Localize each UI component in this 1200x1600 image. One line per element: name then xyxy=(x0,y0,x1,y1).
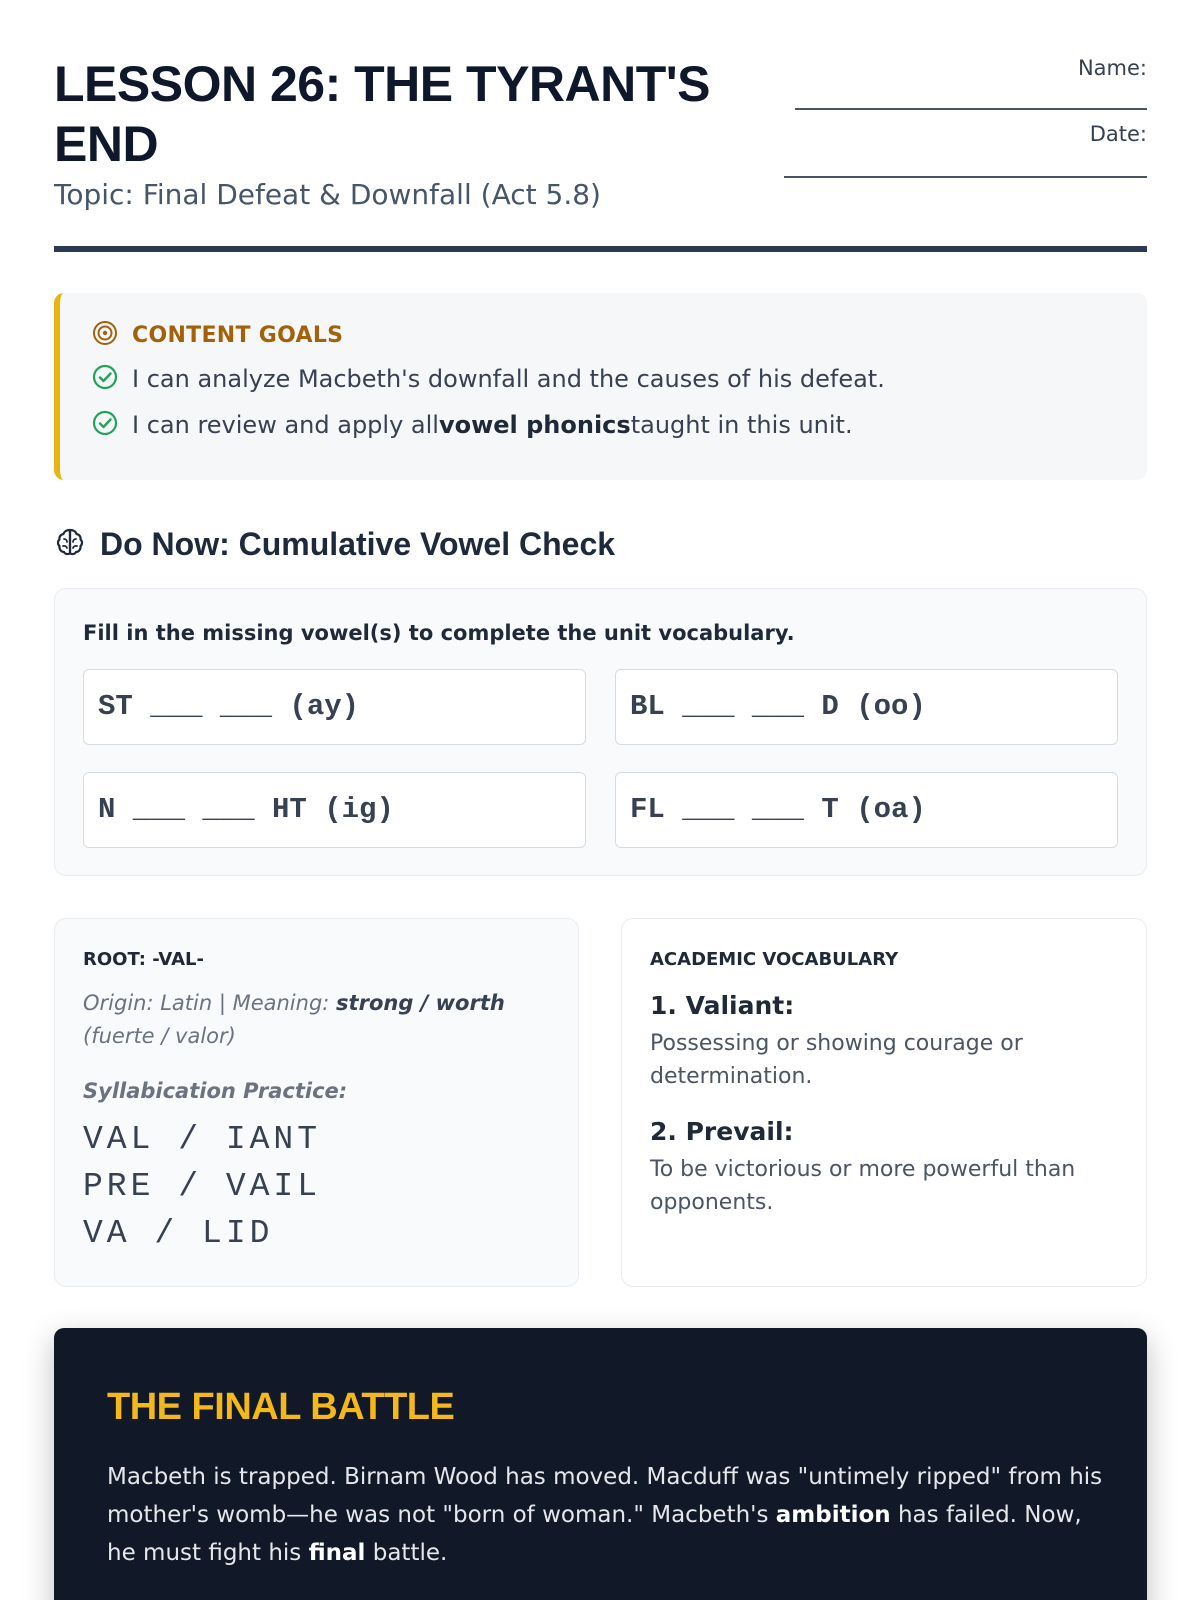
brain-icon xyxy=(54,526,86,562)
date-field[interactable] xyxy=(784,176,1147,178)
goal-text xyxy=(132,411,853,439)
battle-text-part: battle. xyxy=(365,1540,448,1566)
do-now-instruction: Fill in the missing vowel(s) to complete the unit vocabulary. xyxy=(83,621,795,645)
name-field[interactable] xyxy=(795,108,1147,110)
content-goals-header xyxy=(92,319,343,351)
root-origin xyxy=(83,987,543,1053)
vowel-item[interactable]: BL ___ ___ D (oo) xyxy=(615,669,1118,745)
final-battle-title: THE FINAL BATTLE xyxy=(107,1386,455,1428)
page-topic: Topic: Final Defeat & Downfall (Act 5.8) xyxy=(54,178,601,211)
vocab-term: 1. Valiant: xyxy=(650,991,795,1020)
battle-text-part: has failed. Now, he must fight his xyxy=(107,1502,1082,1566)
check-circle-icon xyxy=(92,410,118,440)
do-now-header xyxy=(54,524,615,564)
goal-item xyxy=(92,409,853,441)
syllabication-word: PRE / VAIL xyxy=(83,1168,322,1205)
goal-text-end: taught in this unit. xyxy=(630,411,853,439)
vowel-item[interactable]: ST ___ ___ (ay) xyxy=(83,669,586,745)
academic-vocabulary-card xyxy=(621,918,1147,1287)
syllabication-word: VAL / IANT xyxy=(83,1121,322,1158)
date-label: Date: xyxy=(1089,122,1147,146)
battle-text-part: Macbeth is trapped. Birnam Wood has moved. Macduff was "untimely ripped" from his mother's womb—he was not "born of woman." Macbeth's xyxy=(107,1464,1103,1528)
battle-text-bold: final xyxy=(308,1540,366,1566)
syllabication-heading: Syllabication Practice: xyxy=(83,1079,348,1103)
goal-text-bold: vowel phonics xyxy=(438,411,631,439)
root-meaning: strong / worth xyxy=(336,991,505,1015)
root-heading: ROOT: -VAL- xyxy=(83,949,204,970)
vowel-item[interactable]: N ___ ___ HT (ig) xyxy=(83,772,586,848)
root-translation: (fuerte / valor) xyxy=(83,1024,236,1048)
do-now-title: Do Now: Cumulative Vowel Check xyxy=(100,525,616,562)
goal-text: I can analyze Macbeth's downfall and the causes of his defeat. xyxy=(132,365,885,393)
header xyxy=(54,50,1147,255)
goal-item xyxy=(92,363,885,395)
final-battle-section xyxy=(54,1328,1147,1600)
do-now-box xyxy=(54,588,1147,876)
worksheet-page xyxy=(54,0,1147,1600)
goal-text-start: I can review and apply all xyxy=(132,411,439,439)
content-goals-box xyxy=(54,293,1147,480)
vocab-definition: Possessing or showing courage or determination. xyxy=(650,1031,1023,1089)
vocab-term: 2. Prevail: xyxy=(650,1117,794,1146)
root-card xyxy=(54,918,579,1287)
root-origin-prefix: Origin: Latin | Meaning: xyxy=(83,991,337,1015)
vowel-item[interactable]: FL ___ ___ T (oa) xyxy=(615,772,1118,848)
name-label: Name: xyxy=(1077,56,1147,80)
content-goals-title: CONTENT GOALS xyxy=(132,322,344,348)
check-circle-icon xyxy=(92,364,118,394)
page-title: LESSON 26: THE TYRANT'S END xyxy=(54,56,711,172)
vocab-heading: ACADEMIC VOCABULARY xyxy=(650,949,899,970)
header-divider xyxy=(54,246,1147,252)
battle-text-bold: ambition xyxy=(775,1502,891,1528)
target-icon xyxy=(92,320,118,350)
syllabication-word: VA / LID xyxy=(83,1215,274,1252)
vocab-definition: To be victorious or more powerful than opponents. xyxy=(650,1157,1076,1215)
final-battle-text xyxy=(107,1458,1107,1572)
